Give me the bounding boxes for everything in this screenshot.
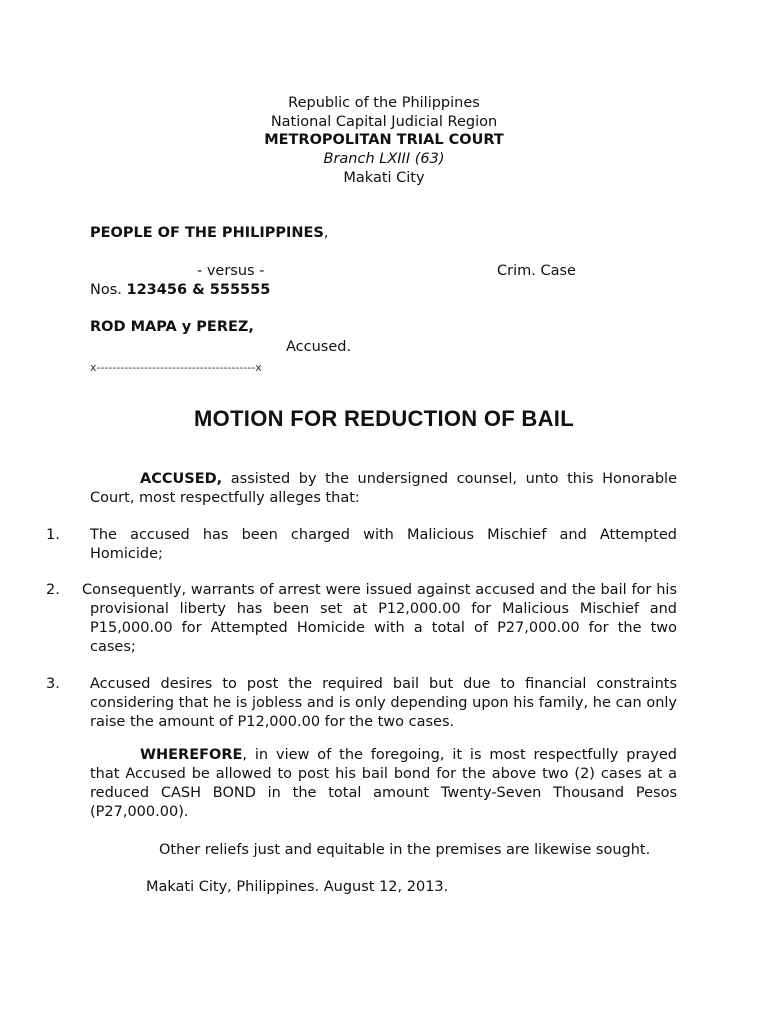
caption-separator: x----------------------------------------x xyxy=(90,361,262,374)
place-date: Makati City, Philippines. August 12, 2013. xyxy=(146,879,449,895)
nos-label: Nos. xyxy=(90,282,122,298)
plaintiff-line xyxy=(90,224,328,243)
wherefore-paragraph xyxy=(90,746,677,822)
crim-case-label: Crim. Case xyxy=(497,263,576,279)
header-branch: Branch LXIII (63) xyxy=(323,151,445,167)
wherefore-text: , in view of the foregoing, it is most respectfully prayed that Accused be allowed to post his bail bond for the above two (2) cases at a reduced CASH BOND in the total amount Twenty-Seven Thousand Pesos (P27,000.00). xyxy=(90,747,677,820)
motion-title: MOTION FOR REDUCTION OF BAIL xyxy=(194,406,574,431)
accused-label: Accused. xyxy=(286,339,352,355)
item-3-text: Accused desires to post the required bail but due to financial constraints considering that he is jobless and is only depending upon his family, he can only raise the amount of P12,000.00 for the two cases. xyxy=(90,676,677,730)
item-1-number: 1. xyxy=(46,527,60,543)
header-republic: Republic of the Philippines xyxy=(288,95,480,111)
case-numbers-line xyxy=(90,281,270,300)
item-2-text: Consequently, warrants of arrest were issued against accused and the bail for his provisional liberty has been set at P12,000.00 for Malicious Mischief and P15,000.00 for Attempted Homicide with a total of P27,000.00 for the two cases; xyxy=(82,582,677,655)
item-1-text: The accused has been charged with Malicious Mischief and Attempted Homicide; xyxy=(90,527,677,562)
item-3-number: 3. xyxy=(46,676,60,692)
other-reliefs: Other reliefs just and equitable in the premises are likewise sought. xyxy=(159,842,651,858)
header-city: Makati City xyxy=(343,170,425,186)
plaintiff-name: PEOPLE OF THE PHILIPPINES xyxy=(90,225,324,241)
plaintiff-comma: , xyxy=(323,225,329,241)
intro-lead: ACCUSED, xyxy=(140,471,223,487)
header-region: National Capital Judicial Region xyxy=(270,114,498,130)
header-court: METROPOLITAN TRIAL COURT xyxy=(264,132,504,148)
versus-text: - versus - xyxy=(197,263,265,279)
case-numbers: 123456 & 555555 xyxy=(126,282,271,298)
wherefore-lead: WHEREFORE xyxy=(140,747,243,763)
item-2-number: 2. xyxy=(46,582,60,598)
intro-paragraph xyxy=(90,470,677,508)
accused-name: ROD MAPA y PEREZ, xyxy=(90,319,254,335)
intro-text: assisted by the undersigned counsel, unto this Honorable Court, most respectfully alleges that: xyxy=(90,471,677,506)
